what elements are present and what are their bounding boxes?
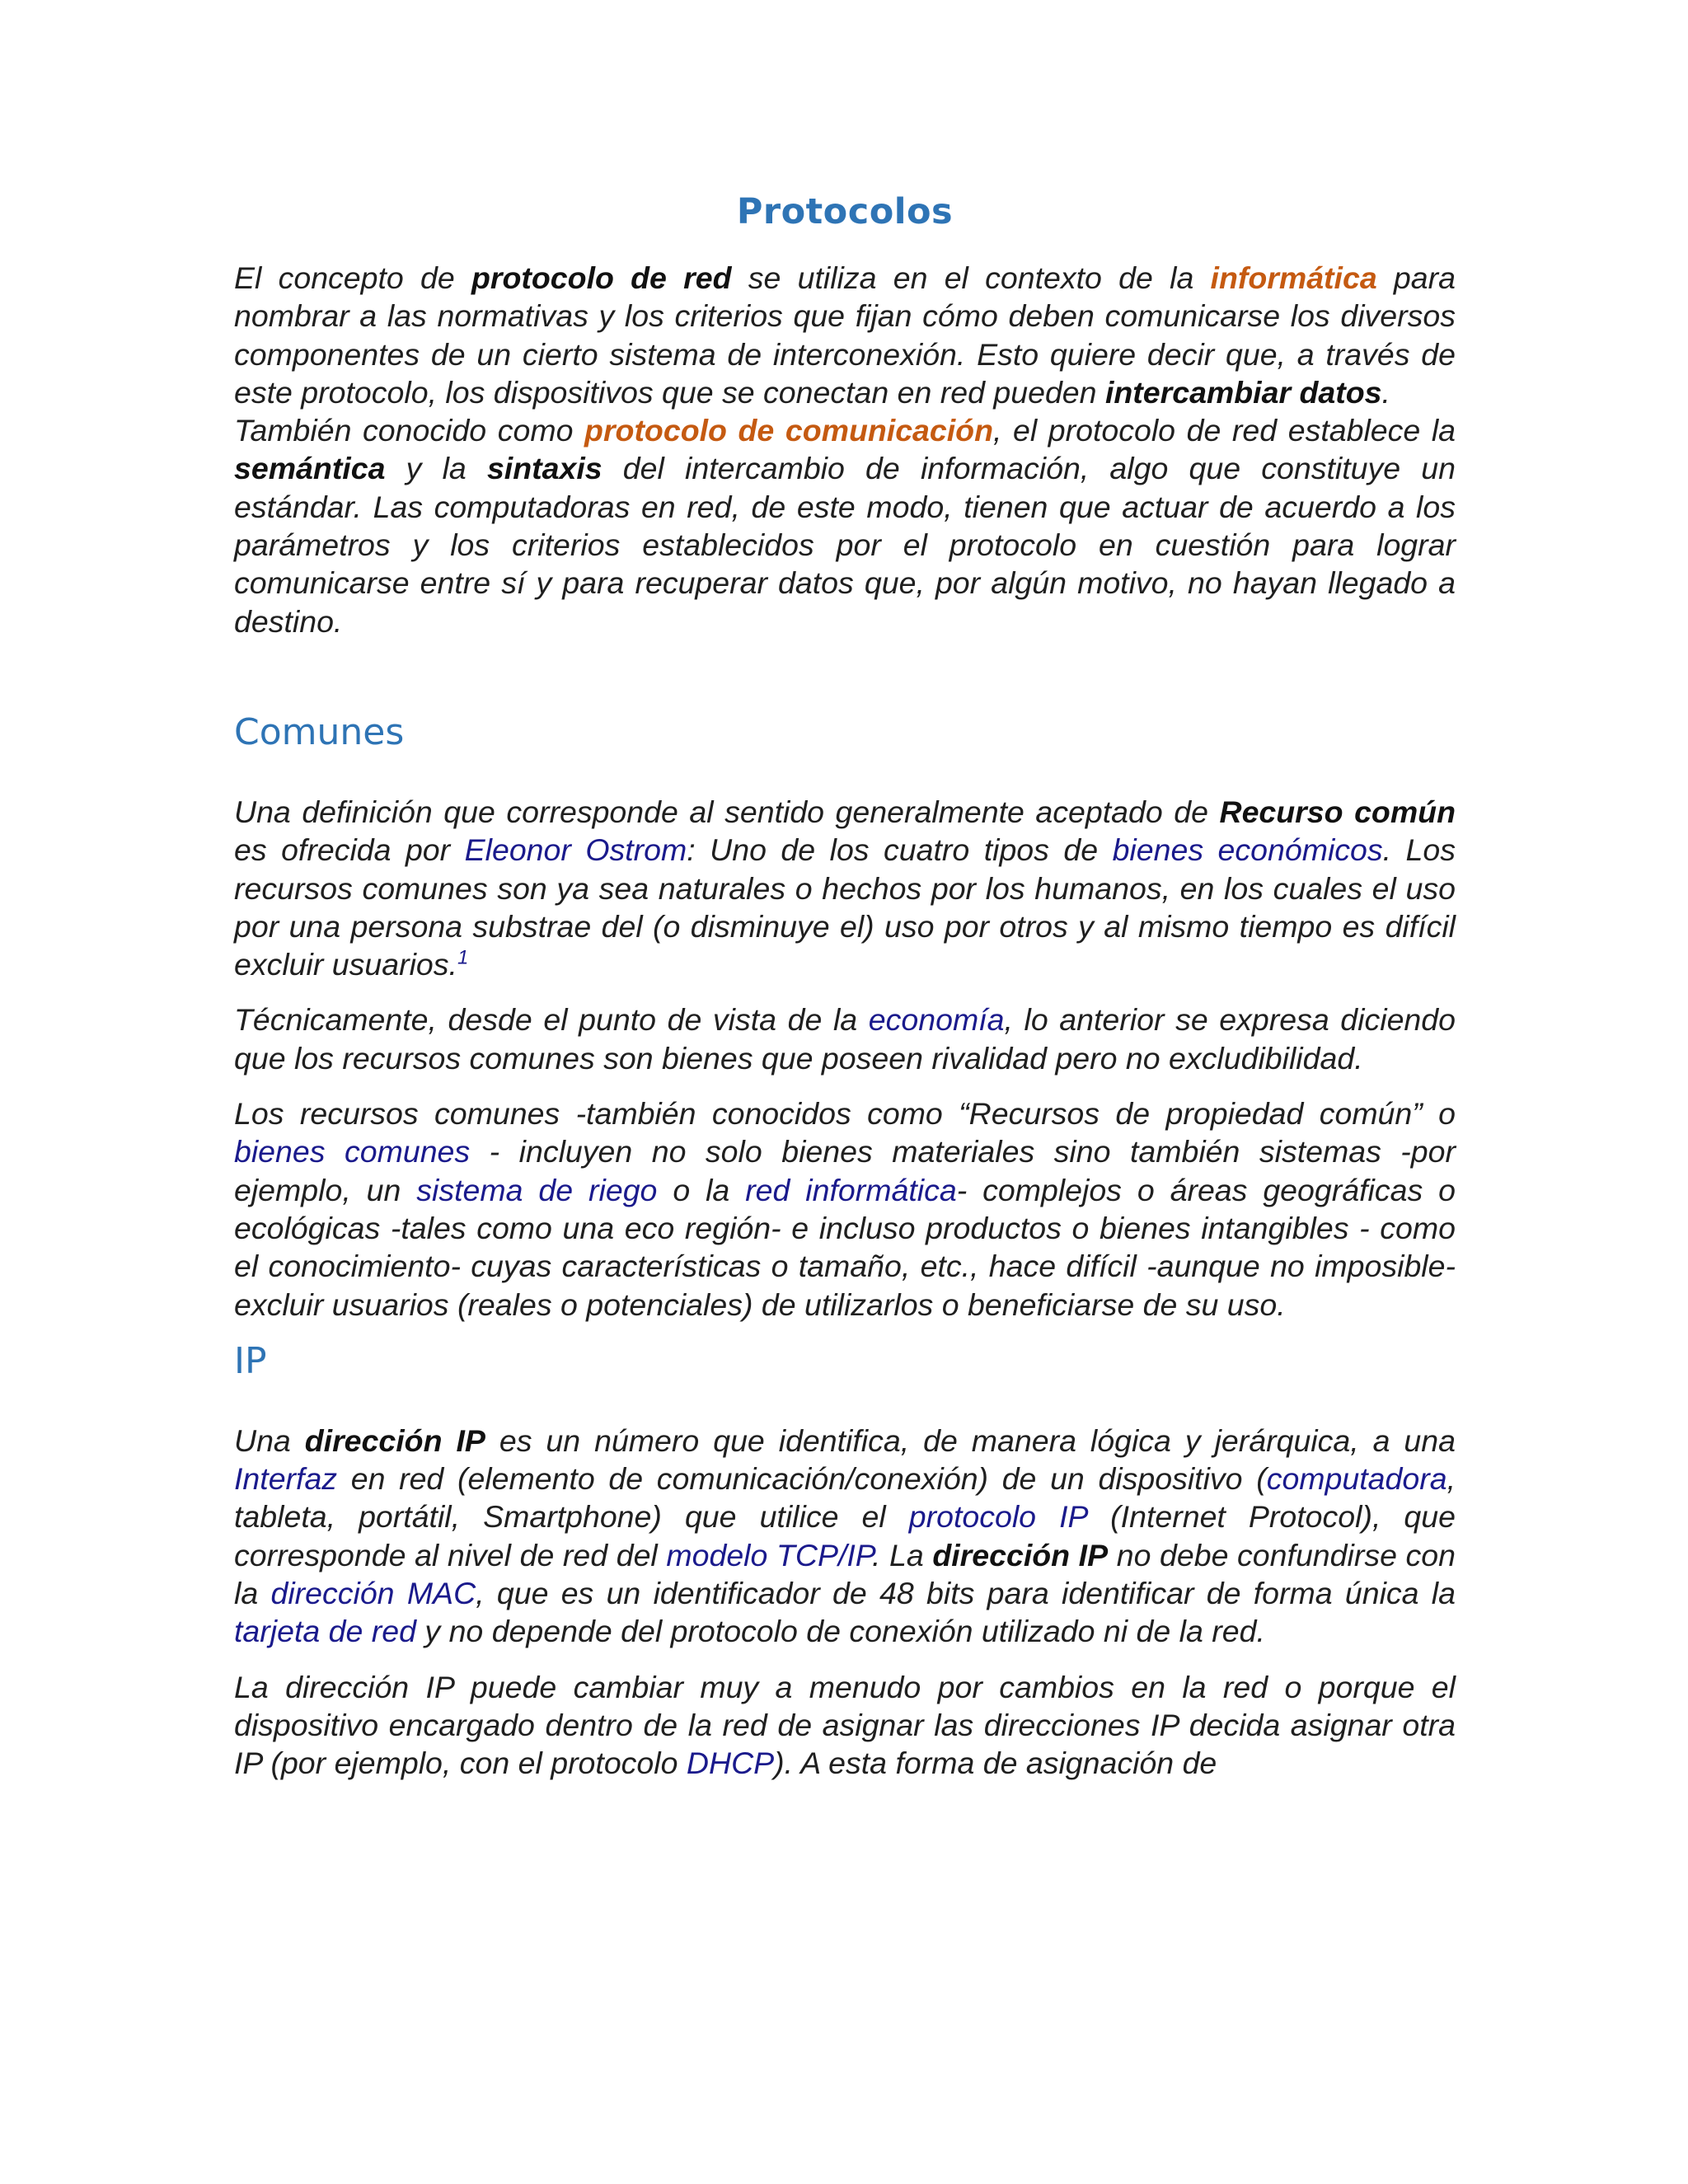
footnote-ref[interactable]: 1 [457,946,469,969]
link-red-informatica[interactable]: red informática [745,1172,957,1207]
paragraph-protocol-definition: El concepto de protocolo de red se utiliza en el contexto de la informática para nombrar a las normativas y los criterios que fijan cómo deben comunicarse los diversos componentes de un cierto sistema de interconexión. Esto quiere decir que, a través de este protocolo, los dispositivos que se conectan en red pueden intercambiar datos. [234,260,1456,410]
term-protocolo-de-red: protocolo de red [471,260,732,295]
paragraph-recursos-comunes: Los recursos comunes -también conocidos como “Recursos de propiedad común” o bienes comunes - incluyen no solo bienes materiales sino también sistemas -por ejemplo, un sistema de riego o la red informática- complejos o áreas geográficas o ecológicas -tales como una eco región- e incluso productos o bienes intangibles - como el conocimiento- cuyas características o tamaño, etc., hace difícil -aunque no imposible- excluir usuarios (reales o potenciales) de utilizarlos o beneficiarse de su uso. [234,1096,1456,1322]
term-semantica: semántica [234,451,386,486]
heading-comunes: Comunes [234,710,405,753]
paragraph-tecnicamente: Técnicamente, desde el punto de vista de la economía, lo anterior se expresa diciendo que los recursos comunes son bienes que poseen rivalidad pero no excludibilidad. [234,1002,1456,1076]
link-eleonor-ostrom[interactable]: Eleonor Ostrom [464,832,687,868]
link-bienes-economicos[interactable]: bienes económicos [1112,832,1383,868]
link-direccion-mac[interactable]: dirección MAC [270,1576,476,1611]
link-protocolo-de-comunicacion[interactable]: protocolo de comunicación [584,413,993,448]
term-direccion-ip-2: dirección IP [932,1537,1109,1572]
link-modelo-tcp-ip[interactable]: modelo TCP/IP [666,1537,872,1572]
heading-ip: IP [234,1339,267,1382]
document-content [234,191,1456,1783]
link-dhcp[interactable]: DHCP [686,1746,775,1781]
link-tarjeta-de-red[interactable]: tarjeta de red [234,1614,416,1649]
term-sintaxis: sintaxis [486,451,603,486]
link-sistema-de-riego[interactable]: sistema de riego [416,1172,658,1207]
link-protocolo-ip[interactable]: protocolo IP [908,1499,1088,1535]
paragraph-protocol-communication: También conocido como protocolo de comunicación, el protocolo de red establece la semántica y la sintaxis del intercambio de información, algo que constituye un estándar. Las computadoras en red, de este modo, tienen que actuar de acuerdo a los parámetros y los criterios establecidos por el protocolo en cuestión para lograr comunicarse entre sí y para recuperar datos que, por algún motivo, no hayan llegado a destino. [234,413,1456,639]
term-intercambiar-datos: intercambiar datos [1104,374,1382,410]
paragraph-recurso-comun: Una definición que corresponde al sentido generalmente aceptado de Recurso común es ofrecida por Eleonor Ostrom: Uno de los cuatro tipos de bienes económicos. Los recursos comunes son ya sea naturales o hechos por los humanos, en los cuales el uso por una persona substrae del (o disminuye el) uso por otros y al mismo tiempo es difícil excluir usuarios.$^1$ [234,794,1456,982]
paragraph-ip-cambio: La dirección IP puede cambiar muy a menudo por cambios en la red o porque el dispositivo encargado dentro de la red de asignar las direcciones IP decida asignar otra IP (por ejemplo, con el protocolo DHCP). A esta forma de asignación de [234,1669,1456,1781]
term-recurso-comun: Recurso común [1219,794,1456,829]
link-computadora[interactable]: computadora [1266,1461,1447,1497]
link-informatica[interactable]: informática [1210,260,1377,295]
term-direccion-ip: dirección IP [304,1422,485,1458]
link-bienes-comunes[interactable]: bienes comunes [234,1134,471,1169]
page-title: Protocolos [736,191,954,232]
link-interfaz[interactable]: Interfaz [234,1461,338,1497]
paragraph-direccion-ip: Una dirección IP es un número que identifica, de manera lógica y jerárquica, a una Interfaz en red (elemento de comunicación/conexión) de un dispositivo (computadora, tableta, portátil, Smartphone) que utilice el protocolo IP (Internet Protocol), que corresponde al nivel de red del modelo TCP/IP. La dirección IP no debe confundirse con la dirección MAC, que es un identificador de 48 bits para identificar de forma única la tarjeta de red y no depende del protocolo de conexión utilizado ni de la red. [234,1422,1456,1649]
link-economia[interactable]: economía [868,1002,1005,1038]
